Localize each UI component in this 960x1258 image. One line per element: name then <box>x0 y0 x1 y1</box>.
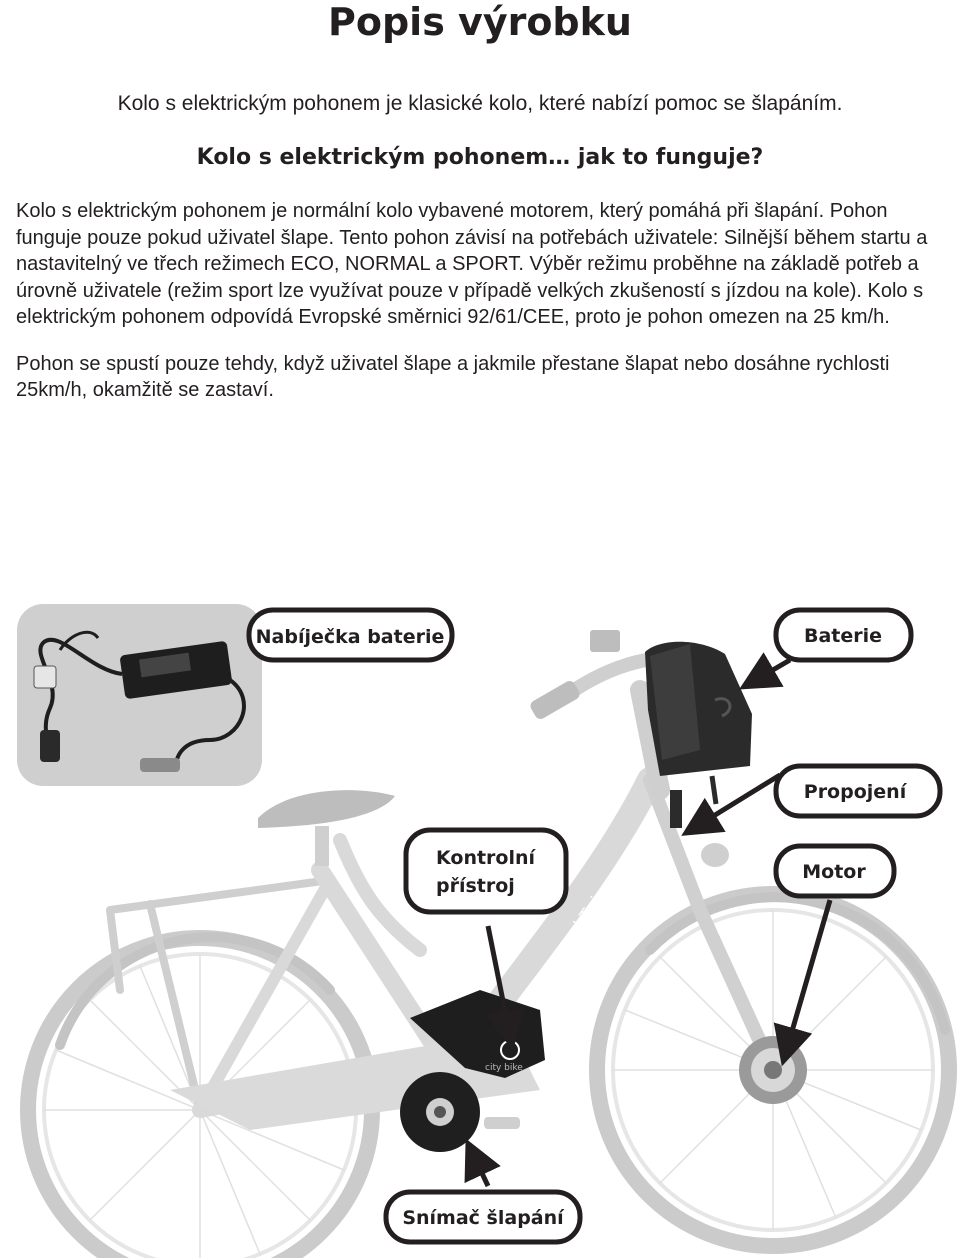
callout-motor-label: Motor <box>802 861 866 883</box>
callout-charger-label: Nabíječka baterie <box>255 626 445 648</box>
callout-control-line1: Kontrolní <box>436 847 536 869</box>
paragraph-main: Kolo s elektrickým pohonem je normální kolo vybavené motorem, který pomáhá při šlapání. Pohon funguje pouze pokud uživatel šlape. Tento pohon závisí na potřebách uživatele: Silnější během startu a nastavitelný ve třech režimech ECO, NORMAL a SPORT. Výběr režimu proběhne na základě potřeb a úrovně uživatele (režim sport lze využívat pouze v případě velkých zkušeností s jízdou na kole). Kolo s elektrickým pohonem odpovídá Evropské směrnici 92/61/CEE, proto je pohon omezen na 25 km/h. <box>16 200 928 328</box>
intro-text: Kolo s elektrickým pohonem je klasické kolo, které nabízí pomoc se šlapáním. <box>117 92 843 115</box>
section-heading: Kolo s elektrickým pohonem… jak to funguje? <box>196 145 764 170</box>
paragraph-drive: Pohon se spustí pouze tehdy, když uživatel šlape a jakmile přestane šlapat nebo dosáhne rychlosti 25km/h, okamžitě se zastaví. <box>16 352 890 401</box>
frame-brand: bTwin <box>569 884 612 933</box>
callout-battery <box>776 610 911 660</box>
callout-connection <box>776 766 940 816</box>
description-text <box>16 198 956 404</box>
charger-photo <box>17 604 262 786</box>
callout-control-line2: přístroj <box>436 875 515 897</box>
ebike-diagram <box>0 590 960 1258</box>
callout-control <box>406 830 566 912</box>
callout-charger <box>249 610 452 660</box>
page-title: Popis výrobku <box>328 0 632 44</box>
callout-motor <box>776 846 894 896</box>
controller-label: city bike <box>485 1063 523 1073</box>
callout-connection-label: Propojení <box>803 781 907 803</box>
callout-pedal-sensor-label: Snímač šlapání <box>402 1207 564 1229</box>
callout-pedal-sensor <box>386 1192 580 1242</box>
callout-battery-label: Baterie <box>803 625 883 647</box>
